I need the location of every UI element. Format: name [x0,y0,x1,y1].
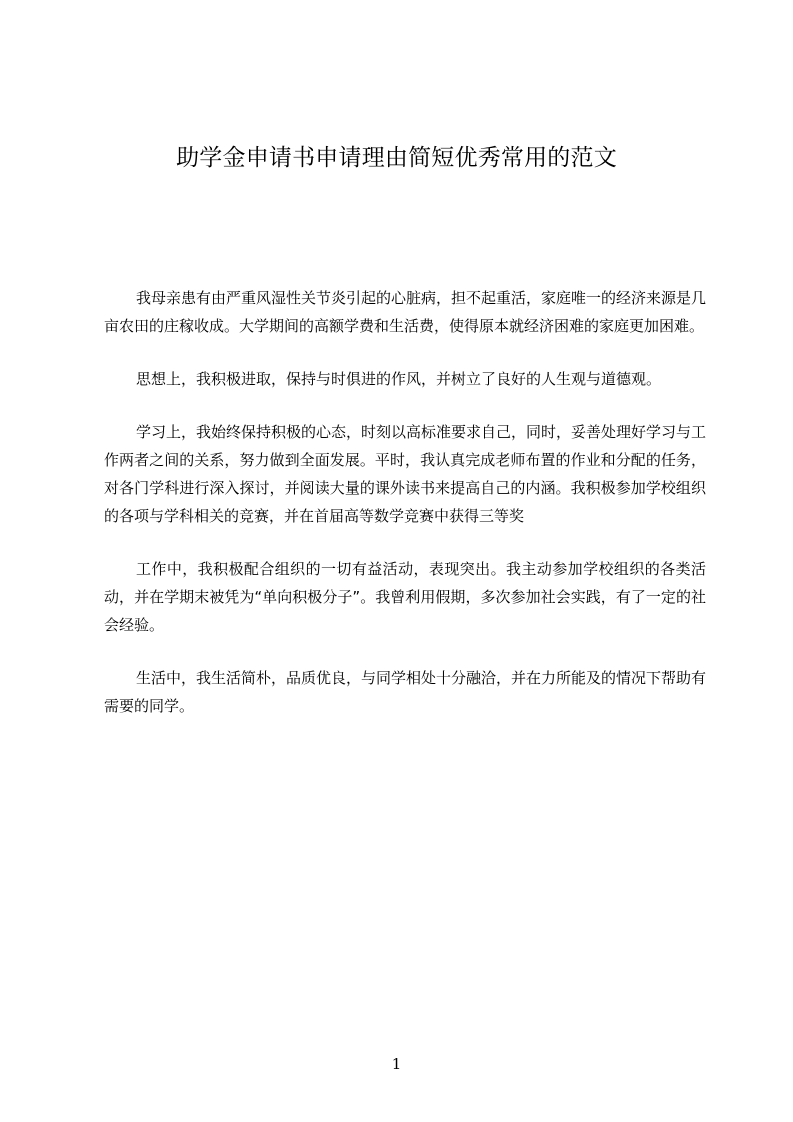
paragraph-thought: 思想上，我积极进取，保持与时俱进的作风，并树立了良好的人生观与道德观。 [136,370,662,388]
document-body [104,284,706,745]
paragraph-life: 生活中，我生活简朴，品质优良，与同学相处十分融洽，并在力所能及的情况下帮助有需要的同学。 [104,669,707,715]
page-number: 1 [391,1055,402,1073]
paragraph-work: 工作中，我积极配合组织的一切有益活动，表现突出。我主动参加学校组织的各类活动，并在学期末被凭为“单向积极分子”。我曾利用假期，多次参加社会实践，有了一定的社会经验。 [104,560,706,634]
paragraph-family-situation: 我母亲患有由严重风湿性关节炎引起的心脏病，担不起重活，家庭唯一的经济来源是几亩农田的庄稼收成。大学期间的高额学费和生活费，使得原本就经济困难的家庭更加困难。 [104,289,707,335]
paragraph-study: 学习上，我始终保持积极的心态，时刻以高标准要求自己，同时，妥善处理好学习与工作两者之间的关系，努力做到全面发展。平时，我认真完成老师布置的作业和分配的任务，对各门学科进行深入探讨，并阅读大量的课外读书来提高自己的内涵。我积极参加学校组织的各项与学科相关的竞赛，并在首届高等数学竞赛中获得三等奖 [104,423,707,525]
document-title: 助学金申请书申请理由简短优秀常用的范文 [176,145,617,171]
